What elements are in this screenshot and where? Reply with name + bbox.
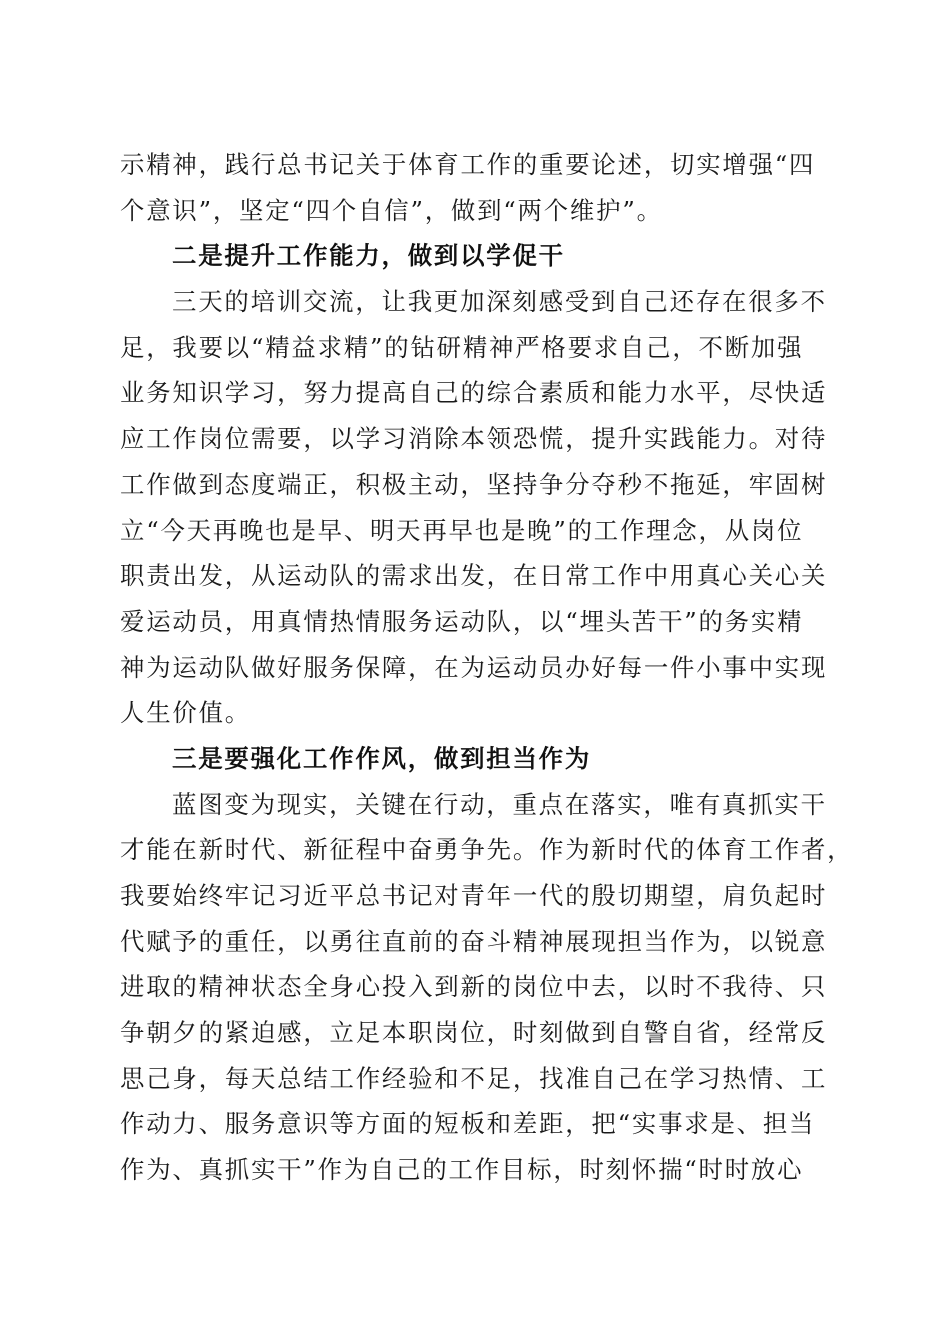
body-line: 思己身，每天总结工作经验和不足，找准自己在学习热情、工 <box>120 1063 828 1093</box>
body-line: 职责出发，从运动队的需求出发，在日常工作中用真心关心关 <box>120 561 828 591</box>
body-line: 作为、真抓实干”作为自己的工作目标，时刻怀揣“时时放心 <box>120 1155 804 1185</box>
section-heading: 三是要强化工作作风，做到担当作为 <box>172 743 592 773</box>
body-line: 工作做到态度端正，积极主动，坚持争分夺秒不拖延，牢固树 <box>120 469 828 499</box>
body-line: 应工作岗位需要，以学习消除本领恐慌，提升实践能力。对待 <box>120 424 828 454</box>
body-line: 代赋予的重任，以勇往直前的奋斗精神展现担当作为，以锐意 <box>120 926 828 956</box>
body-line: 爱运动员，用真情热情服务运动队，以“埋头苦干”的务实精 <box>120 606 804 636</box>
body-line: 立“今天再晚也是早、明天再早也是晚”的工作理念，从岗位 <box>120 515 804 545</box>
body-line: 示精神，践行总书记关于体育工作的重要论述，切实增强“四 <box>120 150 816 179</box>
body-line: 三天的培训交流，让我更加深刻感受到自己还存在很多不 <box>172 287 827 317</box>
document-body <box>120 142 854 1193</box>
body-line: 人生价值。 <box>120 698 251 728</box>
section-heading: 二是提升工作能力，做到以学促干 <box>172 241 565 271</box>
body-line: 神为运动队做好服务保障，在为运动员办好每一件小事中实现 <box>120 652 828 682</box>
body-line: 作动力、服务意识等方面的短板和差距，把“实事求是、担当 <box>120 1109 816 1139</box>
body-line: 个意识”，坚定“四个自信”，做到“两个维护”。 <box>120 195 663 225</box>
body-line: 才能在新时代、新征程中奋勇争先。作为新时代的体育工作者， <box>120 835 854 865</box>
body-line: 争朝夕的紧迫感，立足本职岗位，时刻做到自警自省，经常反 <box>120 1018 828 1048</box>
body-line: 蓝图变为现实，关键在行动，重点在落实，唯有真抓实干 <box>172 789 827 819</box>
body-line: 进取的精神状态全身心投入到新的岗位中去，以时不我待、只 <box>120 972 828 1002</box>
body-line: 我要始终牢记习近平总书记对青年一代的殷切期望，肩负起时 <box>120 881 828 910</box>
body-line: 业务知识学习，努力提高自己的综合素质和能力水平，尽快适 <box>120 378 828 408</box>
body-line: 足，我要以“精益求精”的钻研精神严格要求自己，不断加强 <box>120 332 804 362</box>
